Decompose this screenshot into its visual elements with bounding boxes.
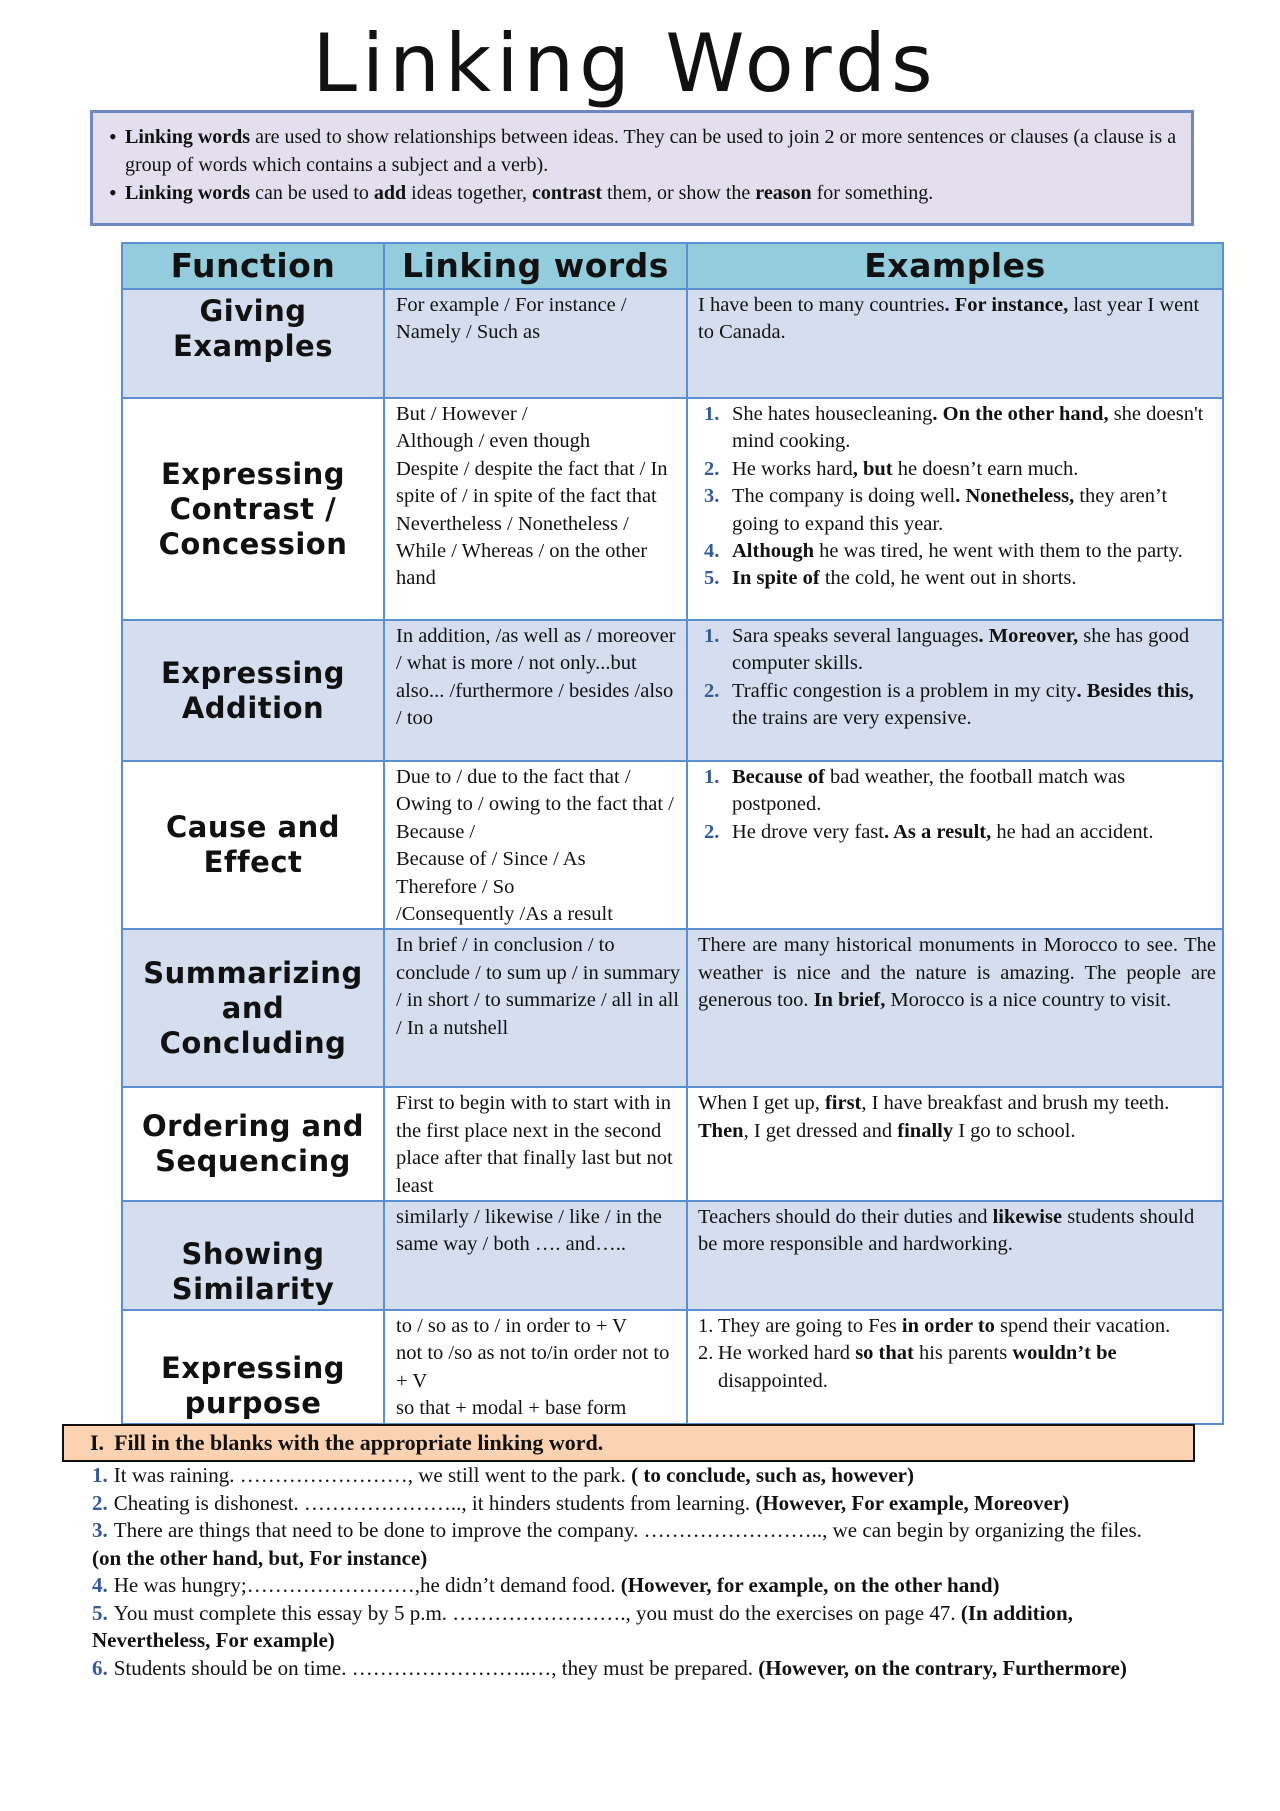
example-number: 1. (698, 1315, 714, 1338)
linking-words-cell: In addition, /as well as / moreover / what is more / not only...but also... /furthermore / besides /also / too (384, 620, 687, 761)
example-text: Morocco is a nice country to visit. (885, 989, 1172, 1012)
exercise-item-options: ( to conclude, such as, however) (631, 1463, 914, 1487)
example-item (698, 1313, 1216, 1340)
example-number: 3. (704, 485, 720, 508)
function-cell: Giving Examples (122, 289, 384, 398)
linking-words-cell (384, 761, 687, 929)
exercise-instruction: Fill in the blanks with the appropriate linking word. (114, 1430, 604, 1455)
linking-words-line: Therefore / So (396, 875, 515, 898)
example-text: she has good computer skills. (732, 625, 1190, 675)
exercise-item-number: 3. (92, 1518, 108, 1542)
exercise-item (92, 1490, 1142, 1518)
examples-cell (687, 620, 1223, 761)
exercise-item (92, 1655, 1142, 1683)
table-row-ordering (122, 1087, 1223, 1201)
example-text: The company is doing well (732, 485, 956, 508)
header-linking-words: Linking words (384, 243, 687, 289)
intro-text: ideas together, (406, 182, 532, 204)
example-text: Teachers should do their duties and (698, 1206, 993, 1229)
example-text: They are going to Fes (718, 1315, 902, 1338)
example-item (698, 538, 1216, 565)
linking-words-line: Although / even though (396, 430, 591, 453)
function-cell: Summarizing and Concluding (122, 929, 384, 1087)
example-keyword: finally (897, 1119, 954, 1142)
table-row-contrast (122, 398, 1223, 620)
example-text: he had an accident. (991, 820, 1154, 843)
example-text: they aren’t going to expand this year. (732, 485, 1168, 535)
example-keyword: first (824, 1092, 862, 1115)
exercise-item-number: 2. (92, 1490, 108, 1515)
examples-cell (687, 761, 1223, 929)
function-cell (122, 1201, 384, 1310)
table-row-summarizing (122, 929, 1223, 1087)
intro-text: are used to show relationships between ideas. They can be used to join 2 or more sentences or clauses (a clause is a group of words which contains a subject and a verb). (125, 126, 1177, 176)
examples-cell (687, 1201, 1223, 1310)
linking-words-table (121, 242, 1224, 1425)
example-text: He drove very fast (732, 820, 884, 843)
example-item (698, 565, 1216, 592)
example-number: 5. (704, 567, 720, 590)
exercise-item-number: 1. (92, 1463, 108, 1487)
linking-words-line: Despite / despite the fact that / In spite of / in spite of the fact that (396, 457, 668, 508)
example-text: last year I went to Canada. (698, 294, 1200, 344)
intro-term: Linking words (125, 182, 251, 204)
example-item (698, 819, 1216, 846)
function-cell: Ordering and Sequencing (122, 1087, 384, 1201)
exercise-list (92, 1462, 1142, 1682)
exercise-item-number: 5. (92, 1600, 108, 1625)
intro-list (109, 123, 1177, 207)
example-keyword: Although (732, 540, 815, 563)
example-keyword: In spite of (732, 567, 820, 590)
example-keyword: wouldn’t be (1012, 1342, 1117, 1365)
exercise-item-options: (However, for example, on the other hand) (620, 1573, 1000, 1597)
example-item (698, 483, 1216, 538)
exercise-item-text: Students should be on time. ……………………..…, they must be prepared. (113, 1655, 759, 1680)
linking-words-line: But / However / (396, 403, 528, 425)
intro-keyword: add (373, 182, 407, 204)
example-keyword: , but (852, 457, 893, 480)
linking-words-line: Due to / due to the fact that / (396, 766, 631, 788)
exercise-number: I. (90, 1430, 105, 1455)
table-row-similarity (122, 1201, 1223, 1310)
table-row-giving-examples (122, 289, 1223, 398)
linking-words-cell: similarly / likewise / like / in the same way / both …. and….. (384, 1201, 687, 1310)
example-text: the trains are very expensive. (732, 707, 972, 730)
example-text: the cold, he went out in shorts. (819, 567, 1077, 590)
examples-cell (687, 929, 1223, 1087)
example-keyword: . For instance, (944, 294, 1069, 316)
example-text: bad weather, the football match was postponed. (732, 766, 1126, 816)
intro-text: them, or show the (601, 182, 756, 204)
function-label: Showing Similarity (171, 1237, 335, 1307)
function-cell: Cause and Effect (122, 761, 384, 929)
example-number: 2. (704, 457, 720, 480)
example-text: he was tired, he went with them to the party. (814, 540, 1183, 563)
examples-list (698, 764, 1216, 846)
example-item (698, 623, 1216, 678)
function-cell: Expressing Contrast / Concession (122, 398, 384, 620)
example-number: 1. (704, 625, 720, 647)
exercise-item-text: There are things that need to be done to improve the company. …………………….., we can begin by organizing the files. (113, 1518, 1142, 1542)
example-text: I go to school. (953, 1119, 1076, 1142)
exercise-heading (62, 1424, 1195, 1462)
exercise-item (92, 1517, 1142, 1572)
linking-words-line: Because of / Since / As (396, 848, 586, 871)
linking-words-cell: In brief / in conclusion / to conclude / to sum up / in summary / in short / to summarize / all in all / In a nutshell (384, 929, 687, 1087)
linking-words-cell (384, 398, 687, 620)
examples-cell (687, 1310, 1223, 1424)
example-keyword: . Besides this, (1076, 679, 1194, 702)
table-row-addition (122, 620, 1223, 761)
example-item (698, 1340, 1216, 1395)
header-function: Function (122, 243, 384, 289)
example-item (698, 456, 1216, 483)
exercise-item-text: Cheating is dishonest. ………………….., it hinders students from learning. (113, 1490, 756, 1515)
exercise-item-options: (However, on the contrary, Furthermore) (758, 1655, 1127, 1680)
example-text: he doesn’t earn much. (892, 457, 1079, 480)
linking-words-line: Nevertheless / Nonetheless / While / Whereas / on the other hand (396, 512, 648, 590)
function-label: Expressing purpose (160, 1350, 346, 1420)
example-text: disappointed. (718, 1369, 828, 1392)
example-text: , I get dressed and (743, 1119, 898, 1142)
example-item (698, 401, 1216, 456)
example-text: She hates housecleaning (732, 403, 933, 425)
example-number: 1. (704, 403, 720, 425)
example-text: He worked hard (718, 1342, 856, 1365)
example-keyword: Then (698, 1119, 744, 1142)
exercise-item-options: (However, For example, Moreover) (755, 1490, 1070, 1515)
examples-cell (687, 1087, 1223, 1201)
examples-list (698, 1313, 1216, 1395)
example-number: 2. (704, 679, 720, 702)
header-examples: Examples (687, 243, 1223, 289)
example-number: 2. (698, 1342, 714, 1365)
example-keyword: likewise (992, 1206, 1063, 1229)
example-number: 4. (704, 540, 720, 563)
intro-text: for something. (811, 182, 934, 204)
example-item (698, 764, 1216, 819)
example-text: He works hard (732, 457, 853, 480)
exercise-item (92, 1572, 1142, 1600)
examples-cell (687, 289, 1223, 398)
linking-words-line: /Consequently /As a result (396, 903, 613, 926)
example-text: When I get up, (698, 1092, 825, 1115)
linking-words-cell: First to begin with to start with in the first place next in the second place after that finally last but not least (384, 1087, 687, 1201)
exercise-item-text: You must complete this essay by 5 p.m. ……………………., you must do the exercises on page 47. (113, 1600, 961, 1625)
exercise-item-text: It was raining. ……………………, we still went to the park. (113, 1463, 632, 1487)
example-keyword: . As a result, (883, 820, 992, 843)
example-number: 1. (704, 766, 720, 788)
intro-term: Linking words (125, 126, 251, 148)
examples-cell (687, 398, 1223, 620)
example-text: spend their vacation. (994, 1315, 1171, 1338)
page-title: Linking Words (312, 17, 938, 110)
intro-keyword: reason (755, 182, 812, 204)
example-keyword: Because of (732, 766, 825, 788)
example-keyword: . On the other hand, (932, 403, 1109, 425)
exercise-item-text: He was hungry;……………………,he didn’t demand food. (113, 1573, 621, 1597)
exercise-item-options: (In addition, Nevertheless, For example) (92, 1600, 1073, 1652)
linking-words-line: Owing to / owing to the fact that / Because / (396, 793, 674, 843)
table-header-row (122, 243, 1223, 289)
example-number: 2. (704, 820, 720, 843)
intro-keyword: contrast (532, 182, 602, 204)
intro-bullet-2 (109, 179, 1177, 207)
table-row-cause-effect (122, 761, 1223, 929)
example-text: Traffic congestion is a problem in my city (732, 679, 1077, 702)
example-text: , I have breakfast and brush my teeth. (861, 1092, 1170, 1115)
example-keyword: so that (855, 1342, 914, 1365)
linking-words-line: so that + modal + base form (396, 1397, 627, 1420)
function-cell: Expressing Addition (122, 620, 384, 761)
linking-words-cell: For example / For instance / Namely / Such as (384, 289, 687, 398)
intro-bullet-1 (109, 123, 1177, 179)
intro-text: can be used to (250, 182, 374, 204)
exercise-item-number: 6. (92, 1655, 108, 1680)
example-keyword: . Moreover, (978, 625, 1079, 647)
example-keyword: In brief, (813, 989, 886, 1012)
example-keyword: . Nonetheless, (955, 485, 1075, 508)
example-text: students should be more responsible and hardworking. (698, 1206, 1195, 1256)
example-text: his parents (913, 1342, 1013, 1365)
linking-words-line: to / so as to / in order to + V (396, 1315, 627, 1338)
exercise-item (92, 1600, 1142, 1655)
example-text: There are many historical monuments in Morocco to see. The weather is nice and the nature is amazing. The people are generous too. (698, 934, 1216, 1012)
exercise-item-number: 4. (92, 1573, 108, 1597)
example-text: Sara speaks several languages (732, 625, 979, 647)
linking-words-line: not to /so as not to/in order not to + V (396, 1342, 670, 1392)
linking-words-cell (384, 1310, 687, 1424)
function-cell (122, 1310, 384, 1424)
exercise-item-options: (on the other hand, but, For instance) (92, 1545, 428, 1570)
example-item (698, 678, 1216, 733)
example-keyword: in order to (901, 1315, 995, 1338)
intro-box (90, 110, 1194, 226)
example-text: she doesn't mind cooking. (732, 403, 1204, 453)
table-row-purpose (122, 1310, 1223, 1424)
examples-list (698, 401, 1216, 593)
exercise-item (92, 1462, 1142, 1490)
example-text: I have been to many countries (698, 294, 945, 316)
examples-list (698, 623, 1216, 733)
